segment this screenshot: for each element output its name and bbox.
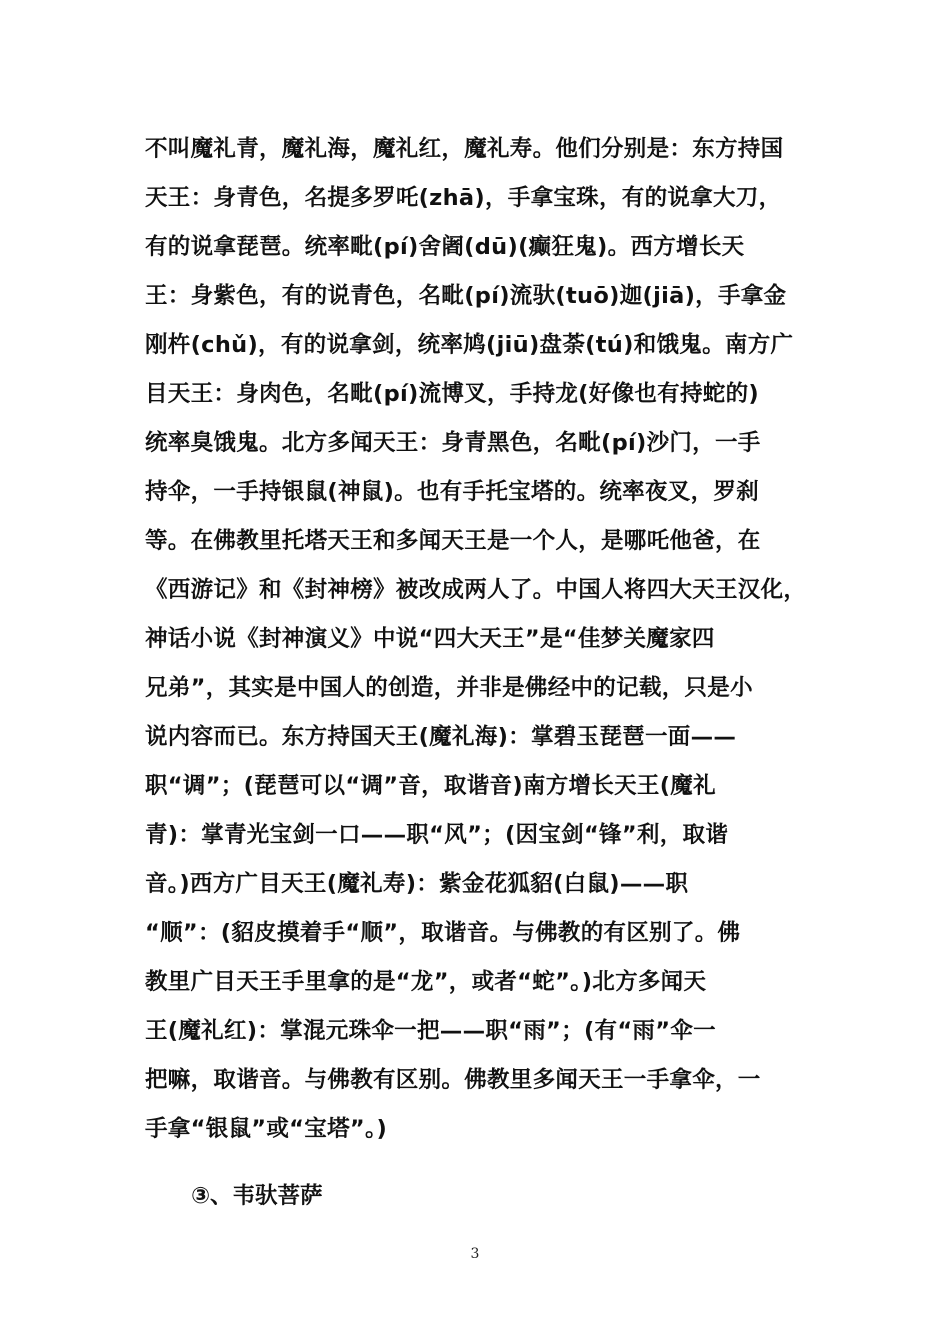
text-line: 职“调”；(琵琶可以“调”音，取谐音)南方增长天王(魔礼	[145, 773, 716, 799]
text-line: 王(魔礼红)：掌混元珠伞一把——职“雨”；(有“雨”伞一	[145, 1018, 716, 1044]
text-line: 不叫魔礼青，魔礼海，魔礼红，魔礼寿。他们分别是：东方持国	[145, 136, 784, 162]
text-line: 把嘛，取谐音。与佛教有区别。佛教里多闻天王一手拿伞，一	[145, 1067, 761, 1093]
text-line: 刚杵(chǔ)，有的说拿剑，统率鸠(jiū)盘荼(tú)和饿鬼。南方广	[145, 332, 794, 358]
text-line: 兄弟”，其实是中国人的创造，并非是佛经中的记载，只是小	[145, 675, 753, 701]
text-line: 《西游记》和《封神榜》被改成两人了。中国人将四大天王汉化，	[145, 577, 807, 603]
section-heading: ③、韦驮菩萨	[191, 1183, 323, 1209]
text-line: 神话小说《封神演义》中说“四大天王”是“佳梦关魔家四	[145, 626, 715, 652]
text-line: 音。)西方广目天王(魔礼寿)：紫金花狐貂(白鼠)——职	[145, 871, 689, 897]
text-line: 天王：身青色，名提多罗吒(zhā)，手拿宝珠，有的说拿大刀，	[145, 185, 782, 211]
text-line: 青)：掌青光宝剑一口——职“风”；(因宝剑“锋”利，取谐	[145, 822, 729, 848]
text-line: 有的说拿琵琶。统率毗(pí)舍阇(dū)(癫狂鬼)。西方增长天	[145, 234, 745, 260]
text-line: 统率臭饿鬼。北方多闻天王：身青黑色，名毗(pí)沙门，一手	[145, 430, 761, 456]
text-line: 教里广目天王手里拿的是“龙”，或者“蛇”。)北方多闻天	[145, 969, 707, 995]
text-line: 手拿“银鼠”或“宝塔”。)	[145, 1116, 388, 1142]
text-line: “顺”：(貂皮摸着手“顺”，取谐音。与佛教的有区别了。佛	[145, 920, 741, 946]
body-paragraph	[145, 125, 815, 1154]
text-line: 目天王：身肉色，名毗(pí)流博叉，手持龙(好像也有持蛇的)	[145, 381, 759, 407]
page-number: 3	[470, 1246, 480, 1262]
text-line: 王：身紫色，有的说青色，名毗(pí)流驮(tuō)迦(jiā)，手拿金	[145, 283, 787, 309]
text-line: 等。在佛教里托塔天王和多闻天王是一个人，是哪吒他爸，在	[145, 528, 761, 554]
text-line: 说内容而已。东方持国天王(魔礼海)：掌碧玉琵琶一面——	[145, 724, 737, 750]
text-line: 持伞，一手持银鼠(神鼠)。也有手托宝塔的。统率夜叉，罗刹	[145, 479, 759, 505]
